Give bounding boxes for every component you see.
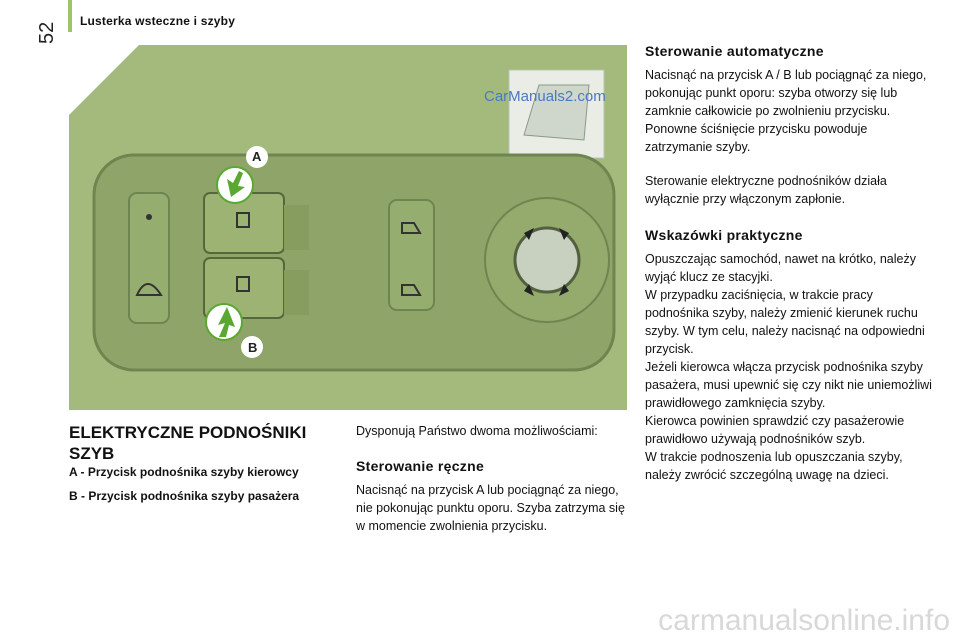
legend-item-b: B - Przycisk podnośnika szyby pasażera <box>69 489 300 503</box>
automatic-control-column <box>645 42 935 484</box>
manual-text: Nacisnąć na przycisk A lub pociągnąć za niego, nie pokonując punktu oporu. Szyba zatrzyma się w momencie zwolnienia przycisku. <box>356 483 625 533</box>
legend-item-a: A - Przycisk podnośnika szyby kierowcy <box>69 465 299 479</box>
callout-label-a: A <box>252 149 262 164</box>
window-switch-illustration <box>69 45 627 410</box>
callout-label-b: B <box>248 340 258 355</box>
footer-watermark: carmanualsonline.info <box>658 604 950 637</box>
section-accent-bar <box>68 0 72 32</box>
automatic-heading: Sterowanie automatyczne <box>645 43 824 59</box>
manual-control-column <box>356 422 626 535</box>
tips-heading: Wskazówki praktyczne <box>645 227 803 243</box>
tips-text: Opuszczając samochód, nawet na krótko, należy wyjąć klucz ze stacyjki. W przypadku zaciśnięcia, w trakcie pracy podnośnika szyby, należy zmienić kierunek ruchu szyby. W tym celu, należy nacisnąć na odpowiedni przycisk. Jeżeli kierowca włącza przycisk podnośnika szyby pasażera, musi upewnić się czy nikt nie uniemożliwi prawidłowego zamknięcia szyby. Kierowca powinien sprawdzić czy pasażerowie prawidłowo używają podnośników szyb. W trakcie podnoszenia lub opuszczania szyby, należy zwrócić szczególną uwagę na dzieci. <box>645 252 932 482</box>
automatic-note: Sterowanie elektryczne podnośników działa wyłącznie przy włączonym zapłonie. <box>645 174 887 206</box>
intro-text: Dysponują Państwo dwoma możliwościami: <box>356 424 598 438</box>
page-number: 52 <box>36 21 58 44</box>
section-header: Lusterka wsteczne i szyby <box>80 14 236 28</box>
automatic-text: Nacisnąć na przycisk A / B lub pociągnąć za niego, pokonując punkt oporu: szyba otworzy się lub zamknie całkowicie po zwolnieniu przycisku. Ponowne ściśnięcie przycisku powoduje zatrzymanie szyby. <box>645 68 927 154</box>
page-title: ELEKTRYCZNE PODNOŚNIKI SZYB <box>69 423 307 463</box>
manual-heading: Sterowanie ręczne <box>356 458 485 474</box>
carmanuals-watermark: CarManuals2.com <box>484 88 606 105</box>
